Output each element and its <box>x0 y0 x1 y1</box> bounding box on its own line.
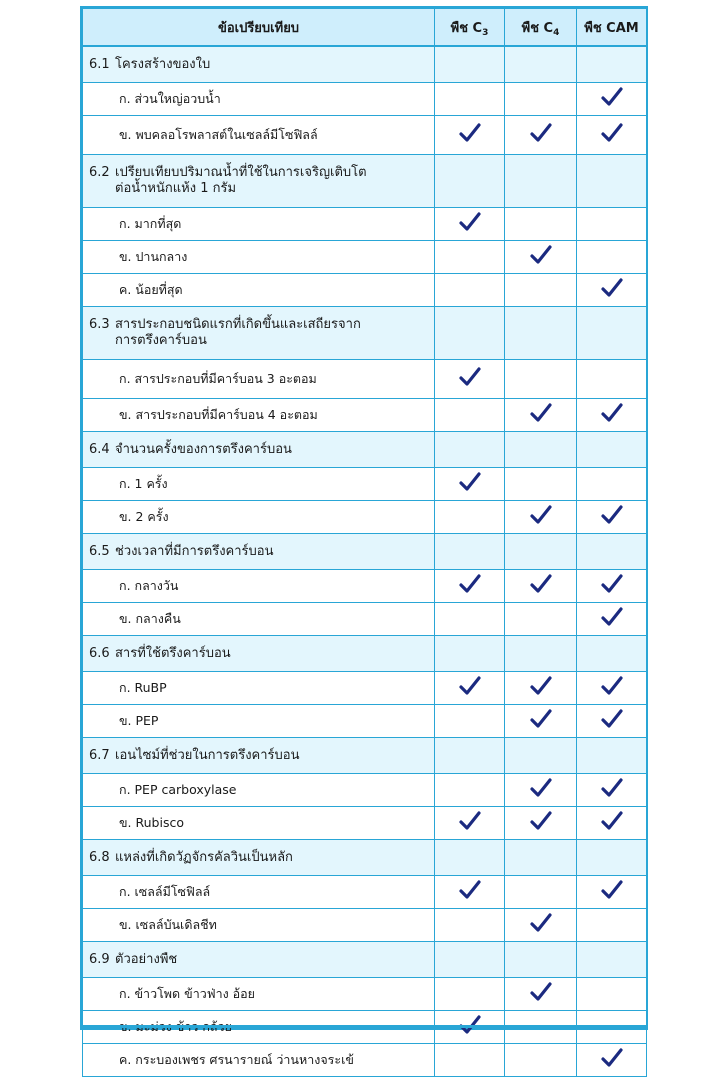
table-row <box>83 399 647 432</box>
checkmark-icon <box>530 403 552 423</box>
section-row <box>83 534 647 570</box>
cell-c3 <box>435 909 505 942</box>
table-row <box>83 360 647 399</box>
cell-c4 <box>505 241 577 274</box>
table-row <box>83 501 647 534</box>
cell-cam <box>577 360 647 399</box>
cell-c4 <box>505 83 577 116</box>
table-row <box>83 274 647 307</box>
cell-c3 <box>435 807 505 840</box>
section-empty-cell <box>435 738 505 774</box>
cell-c4 <box>505 774 577 807</box>
cell-cam <box>577 672 647 705</box>
section-row <box>83 432 647 468</box>
cell-c3 <box>435 208 505 241</box>
header-c4-text: พืช C <box>521 20 554 36</box>
header-cam: พืช CAM <box>577 9 647 47</box>
cell-c4 <box>505 399 577 432</box>
checkmark-icon <box>601 607 623 627</box>
cell-c4 <box>505 360 577 399</box>
item-label: ก. เซลล์มีโซฟิลล์ <box>83 876 435 909</box>
cell-cam <box>577 909 647 942</box>
section-empty-cell <box>577 636 647 672</box>
item-label: ค. น้อยที่สุด <box>83 274 435 307</box>
checkmark-icon <box>459 472 481 492</box>
table-row <box>83 672 647 705</box>
table-row <box>83 83 647 116</box>
section-empty-cell <box>577 534 647 570</box>
section-title-text: โครงสร้างของใบ <box>115 56 211 72</box>
section-row <box>83 307 647 360</box>
item-label: ข. กลางคืน <box>83 603 435 636</box>
checkmark-icon <box>601 87 623 107</box>
checkmark-icon <box>530 505 552 525</box>
item-label: ก. PEP carboxylase <box>83 774 435 807</box>
cell-c4 <box>505 570 577 603</box>
checkmark-icon <box>530 245 552 265</box>
table-row <box>83 876 647 909</box>
checkmark-icon <box>459 212 481 232</box>
cell-cam <box>577 116 647 155</box>
section-row <box>83 942 647 978</box>
cell-c3 <box>435 360 505 399</box>
cell-cam <box>577 774 647 807</box>
section-number: 6.3 <box>89 317 110 332</box>
section-empty-cell <box>435 636 505 672</box>
table-row <box>83 909 647 942</box>
bottom-rule <box>82 1025 646 1028</box>
cell-cam <box>577 274 647 307</box>
cell-c4 <box>505 876 577 909</box>
cell-c4 <box>505 909 577 942</box>
cell-c4 <box>505 1044 577 1077</box>
cell-cam <box>577 807 647 840</box>
checkmark-icon <box>601 1048 623 1068</box>
cell-cam <box>577 83 647 116</box>
item-label: ก. ส่วนใหญ่อวบน้ำ <box>83 83 435 116</box>
section-title <box>83 738 435 774</box>
item-label: ก. กลางวัน <box>83 570 435 603</box>
checkmark-icon <box>459 574 481 594</box>
section-number: 6.6 <box>89 645 110 661</box>
checkmark-icon <box>601 880 623 900</box>
section-number: 6.9 <box>89 951 110 967</box>
table-row <box>83 116 647 155</box>
cell-c3 <box>435 116 505 155</box>
section-number: 6.4 <box>89 441 110 457</box>
cell-c3 <box>435 876 505 909</box>
checkmark-icon <box>530 778 552 798</box>
header-c4-subscript: 4 <box>553 27 560 38</box>
section-title-text-line2: ต่อน้ำหนักแห้ง 1 กรัม <box>115 181 237 196</box>
section-empty-cell <box>577 307 647 360</box>
table-row <box>83 807 647 840</box>
section-title <box>83 307 435 360</box>
cell-c4 <box>505 501 577 534</box>
section-empty-cell <box>435 942 505 978</box>
checkmark-icon <box>601 505 623 525</box>
section-empty-cell <box>505 840 577 876</box>
checkmark-icon <box>601 811 623 831</box>
section-title <box>83 534 435 570</box>
checkmark-icon <box>530 982 552 1002</box>
item-label: ค. กระบองเพชร ศรนารายณ์ ว่านหางจระเข้ <box>83 1044 435 1077</box>
item-label: ข. PEP <box>83 705 435 738</box>
section-empty-cell <box>577 432 647 468</box>
item-label: ข. เซลล์บันเดิลชีท <box>83 909 435 942</box>
item-label: ข. 2 ครั้ง <box>83 501 435 534</box>
checkmark-icon <box>601 778 623 798</box>
cell-c4 <box>505 672 577 705</box>
cell-cam <box>577 501 647 534</box>
section-title <box>83 636 435 672</box>
cell-cam <box>577 570 647 603</box>
item-label: ข. ปานกลาง <box>83 241 435 274</box>
item-label: ข. สารประกอบที่มีคาร์บอน 4 อะตอม <box>83 399 435 432</box>
section-title-text-line2: การตรึงคาร์บอน <box>115 333 207 348</box>
cell-c3 <box>435 274 505 307</box>
section-row <box>83 155 647 208</box>
cell-cam <box>577 705 647 738</box>
comparison-table-frame <box>80 6 648 1067</box>
section-empty-cell <box>435 307 505 360</box>
checkmark-icon <box>459 880 481 900</box>
section-title-text: ช่วงเวลาที่มีการตรึงคาร์บอน <box>115 543 274 559</box>
cell-cam <box>577 241 647 274</box>
checkmark-icon <box>601 709 623 729</box>
section-title-text: เปรียบเทียบปริมาณน้ำที่ใช้ในการเจริญเติบโต <box>115 165 367 180</box>
section-empty-cell <box>505 738 577 774</box>
table-row <box>83 570 647 603</box>
section-title <box>83 46 435 83</box>
cell-c3 <box>435 241 505 274</box>
cell-c4 <box>505 807 577 840</box>
cell-c3 <box>435 1044 505 1077</box>
table-row <box>83 705 647 738</box>
section-title <box>83 432 435 468</box>
section-number: 6.8 <box>89 849 110 865</box>
section-empty-cell <box>577 840 647 876</box>
cell-c4 <box>505 208 577 241</box>
section-number: 6.7 <box>89 747 110 763</box>
cell-c3 <box>435 468 505 501</box>
section-empty-cell <box>505 155 577 208</box>
table-row <box>83 1044 647 1077</box>
checkmark-icon <box>530 676 552 696</box>
section-empty-cell <box>505 942 577 978</box>
cell-cam <box>577 468 647 501</box>
table-row <box>83 774 647 807</box>
cell-c3 <box>435 501 505 534</box>
item-label: ก. มากที่สุด <box>83 208 435 241</box>
checkmark-icon <box>530 709 552 729</box>
section-number: 6.2 <box>89 165 110 180</box>
section-title-text: เอนไซม์ที่ช่วยในการตรึงคาร์บอน <box>115 747 300 763</box>
cell-c4 <box>505 978 577 1011</box>
cell-c3 <box>435 774 505 807</box>
cell-c3 <box>435 705 505 738</box>
section-row <box>83 46 647 83</box>
cell-cam <box>577 399 647 432</box>
section-empty-cell <box>505 46 577 83</box>
checkmark-icon <box>459 811 481 831</box>
section-title-text: จำนวนครั้งของการตรึงคาร์บอน <box>115 441 292 457</box>
section-empty-cell <box>577 738 647 774</box>
section-empty-cell <box>435 432 505 468</box>
cell-c4 <box>505 274 577 307</box>
section-title-text: สารที่ใช้ตรึงคาร์บอน <box>115 645 231 661</box>
section-title <box>83 840 435 876</box>
header-c3 <box>435 9 505 47</box>
table-row <box>83 208 647 241</box>
section-empty-cell <box>505 432 577 468</box>
checkmark-icon <box>530 574 552 594</box>
cell-c3 <box>435 399 505 432</box>
section-title-text: แหล่งที่เกิดวัฏจักรคัลวินเป็นหลัก <box>115 849 293 865</box>
item-label: ก. 1 ครั้ง <box>83 468 435 501</box>
section-empty-cell <box>435 840 505 876</box>
checkmark-icon <box>530 913 552 933</box>
header-c4 <box>505 9 577 47</box>
cell-c4 <box>505 116 577 155</box>
section-row <box>83 840 647 876</box>
cell-c3 <box>435 603 505 636</box>
section-empty-cell <box>435 534 505 570</box>
checkmark-icon <box>601 676 623 696</box>
checkmark-icon <box>601 574 623 594</box>
item-label: ข. พบคลอโรพลาสต์ในเซลล์มีโซฟิลล์ <box>83 116 435 155</box>
section-row <box>83 636 647 672</box>
item-label: ก. ข้าวโพด ข้าวฟ่าง อ้อย <box>83 978 435 1011</box>
header-c3-text: พืช C <box>450 20 483 36</box>
cell-cam <box>577 978 647 1011</box>
checkmark-icon <box>530 811 552 831</box>
section-empty-cell <box>577 46 647 83</box>
section-title-text: ตัวอย่างพืช <box>115 951 178 967</box>
header-c3-subscript: 3 <box>482 27 489 38</box>
table-row <box>83 468 647 501</box>
cell-c3 <box>435 672 505 705</box>
cell-cam <box>577 603 647 636</box>
cell-c4 <box>505 468 577 501</box>
checkmark-icon <box>459 123 481 143</box>
item-label: ก. RuBP <box>83 672 435 705</box>
checkmark-icon <box>601 278 623 298</box>
section-empty-cell <box>435 155 505 208</box>
cell-cam <box>577 1044 647 1077</box>
cell-c4 <box>505 603 577 636</box>
checkmark-icon <box>601 403 623 423</box>
section-number: 6.1 <box>89 56 110 72</box>
section-empty-cell <box>577 155 647 208</box>
table-row <box>83 241 647 274</box>
section-number: 6.5 <box>89 543 110 559</box>
header-topic: ข้อเปรียบเทียบ <box>83 9 435 47</box>
table-header-row <box>83 9 647 47</box>
table-body <box>83 46 647 1077</box>
section-empty-cell <box>577 942 647 978</box>
item-label: ข. Rubisco <box>83 807 435 840</box>
checkmark-icon <box>459 367 481 387</box>
cell-cam <box>577 208 647 241</box>
section-title-text: สารประกอบชนิดแรกที่เกิดขึ้นและเสถียรจาก <box>115 317 361 332</box>
checkmark-icon <box>601 123 623 143</box>
checkmark-icon <box>459 676 481 696</box>
section-title <box>83 942 435 978</box>
cell-c3 <box>435 978 505 1011</box>
table-row <box>83 603 647 636</box>
checkmark-icon <box>530 123 552 143</box>
cell-c3 <box>435 570 505 603</box>
cell-cam <box>577 876 647 909</box>
table-row <box>83 978 647 1011</box>
item-label: ก. สารประกอบที่มีคาร์บอน 3 อะตอม <box>83 360 435 399</box>
section-empty-cell <box>505 636 577 672</box>
section-empty-cell <box>435 46 505 83</box>
comparison-table <box>82 8 647 1077</box>
cell-c4 <box>505 705 577 738</box>
section-empty-cell <box>505 534 577 570</box>
section-title <box>83 155 435 208</box>
section-row <box>83 738 647 774</box>
section-empty-cell <box>505 307 577 360</box>
cell-c3 <box>435 83 505 116</box>
